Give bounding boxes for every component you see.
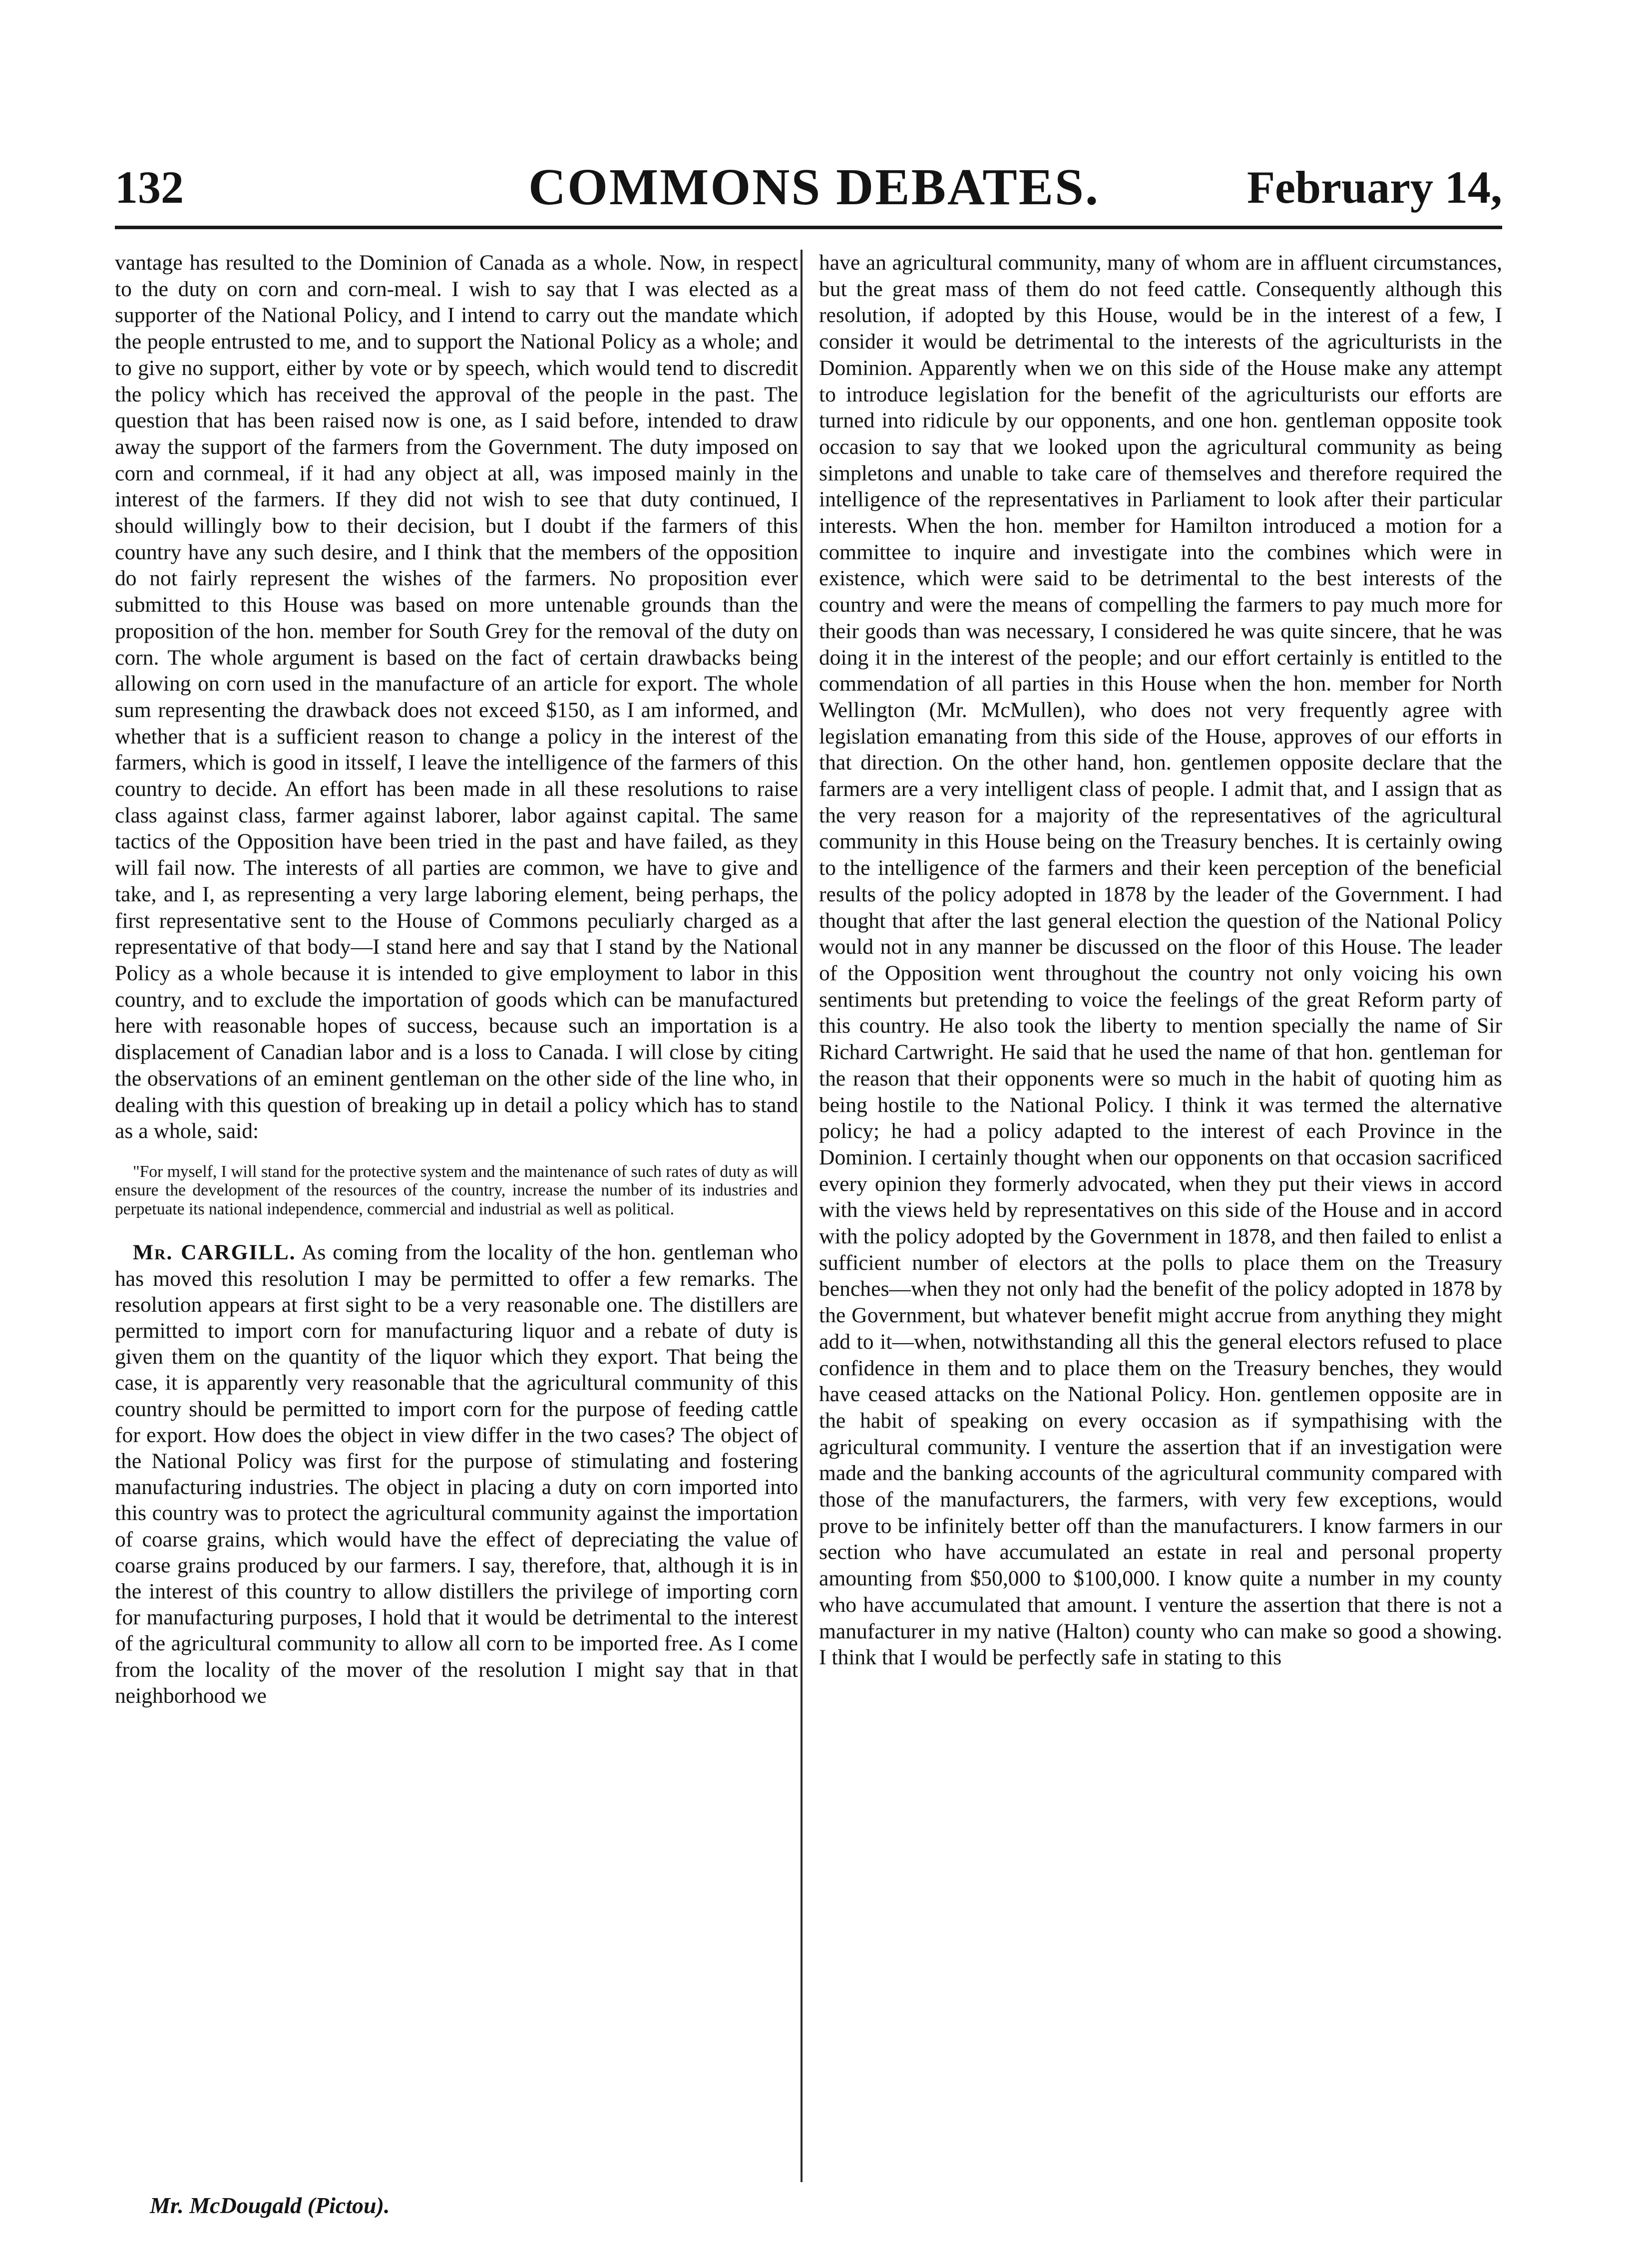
header-date: February 14, [1246, 162, 1502, 213]
left-column [115, 250, 798, 1709]
paragraph: vantage has resulted to the Dominion of Canada as a whole. Now, in respect to the duty on corn and corn-meal. I wish to say that I was elected as a supporter of the National Policy, and I intend to carry out the mandate which the people entrusted to me, and to support the National Policy as a whole; and to give no support, either by vote or by speech, which would tend to discredit the policy which has received the approval of the people in the past. The question that has been raised now is one, as I said before, intended to draw away the support of the farmers from the Government. The duty imposed on corn and cornmeal, if it had any object at all, was imposed mainly in the interest of the farmers. If they did not wish to see that duty continued, I should willingly bow to their decision, but I doubt if the farmers of this country have any such desire, and I think that the members of the opposition do not fairly represent the wishes of the farmers. No proposition ever submitted to this House was based on more untenable grounds than the proposition of the hon. member for South Grey for the removal of the duty on corn. The whole argument is based on the fact of certain drawbacks being allowing on corn used in the manufacture of an article for export. The whole sum representing the drawback does not exceed $150, as I am informed, and whether that is a sufficient reason to change a policy in the interest of the farmers, which is good in itsself, I leave the intelligence of the farmers of this country to decide. An effort has been made in all these resolutions to raise class against class, farmer against laborer, labor against capital. The same tactics of the Opposition have been tried in the past and have failed, as they will fail now. The interests of all parties are common, we have to give and take, and I, as representing a very large laboring element, being perhaps, the first representative sent to the House of Commons peculiarly charged as a representative of that body—I stand here and say that I stand by the National Policy as a whole because it is intended to give employment to labor in this country, and to exclude the importation of goods which can be manufactured here with reasonable hopes of success, because such an importation is a displacement of Canadian labor and is a loss to Canada. I will close by citing the observations of an eminent gentleman on the other side of the line who, in dealing with this question of breaking up in detail a policy which has to stand as a whole, said: [115, 251, 798, 1143]
publication-title: COMMONS DEBATES. [528, 158, 1100, 216]
paragraph: have an agricultural community, many of whom are in affluent circumstances, but the great mass of them do not feed cattle. Consequently although this resolution, if adopted by this House, would be in the interest of a few, I consider it would be detrimental to the interests of the agriculturists in the Dominion. Apparently when we on this side of the House make any attempt to introduce legislation for the benefit of the agriculturists our efforts are turned into ridicule by our opponents, and one hon. gentleman opposite took occasion to say that we looked upon the agricultural community as being simpletons and unable to take care of themselves and therefore required the intelligence of the representatives in Parliament to look after their particular interests. When the hon. member for Hamilton introduced a motion for a committee to inquire and investigate into the combines which were in existence, which were said to be detrimental to the best interests of the country and were the means of compelling the farmers to pay much more for their goods than was necessary, I considered he was quite sincere, that he was doing it in the interest of the people; and our effort certainly is entitled to the commendation of all parties in this House when the hon. member for North Wellington (Mr. McMullen), who does not very frequently agree with legislation emanating from this side of the House, approves of our efforts in that direction. On the other hand, hon. gentlemen opposite declare that the farmers are a very intelligent class of people. I admit that, and I assign that as the very reason for a majority of the representatives of the agricultural community in this House being on the Treasury benches. It is certainly owing to the intelligence of the farmers and their keen perception of the beneficial results of the policy adopted in 1878 by the leader of the Government. I had thought that after the last general election the question of the National Policy would not in any manner be discussed on the floor of this House. The leader of the Opposition went throughout the country not only voicing his own sentiments but pretending to voice the feelings of the great Reform party of this country. He also took the liberty to mention specially the name of Sir Richard Cartwright. He said that he used the name of that hon. gentleman for the reason that their opponents were so much in the habit of quoting him as being hostile to the National Policy. I think it was termed the alternative policy; he had a policy adapted to the interest of each Province in the Dominion. I certainly thought when our opponents on that occasion sacrificed every opinion they formerly advocated, when they put their views in accord with the views held by representatives on this side of the House and in accord with the policy adopted by the Government in 1878, and then failed to enlist a sufficient number of electors at the polls to place them on the Treasury benches—when they not only had the benefit of the policy adopted in 1878 by the Government, but whatever benefit might accrue from anything they might add to it—when, notwithstanding all this the general electors refused to place confidence in them and to place them on the Treasury benches, they would have ceased attacks on the National Policy. Hon. gentlemen opposite are in the habit of speaking on every occasion as if sympathising with the agricultural community. I venture the assertion that if an investigation were made and the banking accounts of the agricultural community compared with those of the manufacturers, the farmers, with very few exceptions, would prove to be infinitely better off than the manufacturers. I know farmers in our section who have accumulated an estate in real and personal property amounting from $50,000 to $100,000. I know quite a number in my county who have accumulated that amount. I venture the assertion that there is not a manufacturer in my native (Halton) county who can make so good a showing. I think that I would be perfectly safe in stating to this [819, 251, 1502, 1670]
column-divider [801, 250, 803, 2182]
block-quote: "For myself, I will stand for the protective system and the maintenance of such rates of duty as will ensure the development of the resources of the country, increase the number of its industries and perpetuate its national independence, commercial and industrial as well as political. [115, 1162, 798, 1218]
footer-signature: Mr. McDougald (Pictou). [150, 2193, 390, 2218]
speech-text: As coming from the locality of the hon. gentleman who has moved this resolution I may be permitted to offer a few remarks. The resolution appears at first sight to be a very reasonable one. The distillers are permitted to import corn for manufacturing liquor and a rebate of duty is given them on the quantity of the liquor which they export. That being the case, it is apparently very reasonable that the agricultural community of this country should be permitted to import corn for the purpose of feeding cattle for export. How does the object in view differ in the two cases? The object of the National Policy was first for the purpose of stimulating and fostering manufacturing industries. The object in placing a duty on corn imported into this country was to protect the agricultural community against the importation of coarse grains, which would have the effect of depreciating the value of coarse grains produced by our farmers. I say, therefore, that, although it is in the interest of this country to allow distillers the privilege of importing corn for manufacturing purposes, I hold that it would be detrimental to the interest of the agricultural community to allow all corn to be imported free. As I come from the locality of the mover of the resolution I might say that in that neighborhood we [115, 1240, 798, 1708]
page-number: 132 [115, 162, 184, 213]
speech-paragraph [115, 1239, 798, 1709]
speaker-name: Mr. CARGILL. [133, 1240, 296, 1265]
right-column [819, 250, 1502, 1671]
header-rule [115, 226, 1502, 229]
